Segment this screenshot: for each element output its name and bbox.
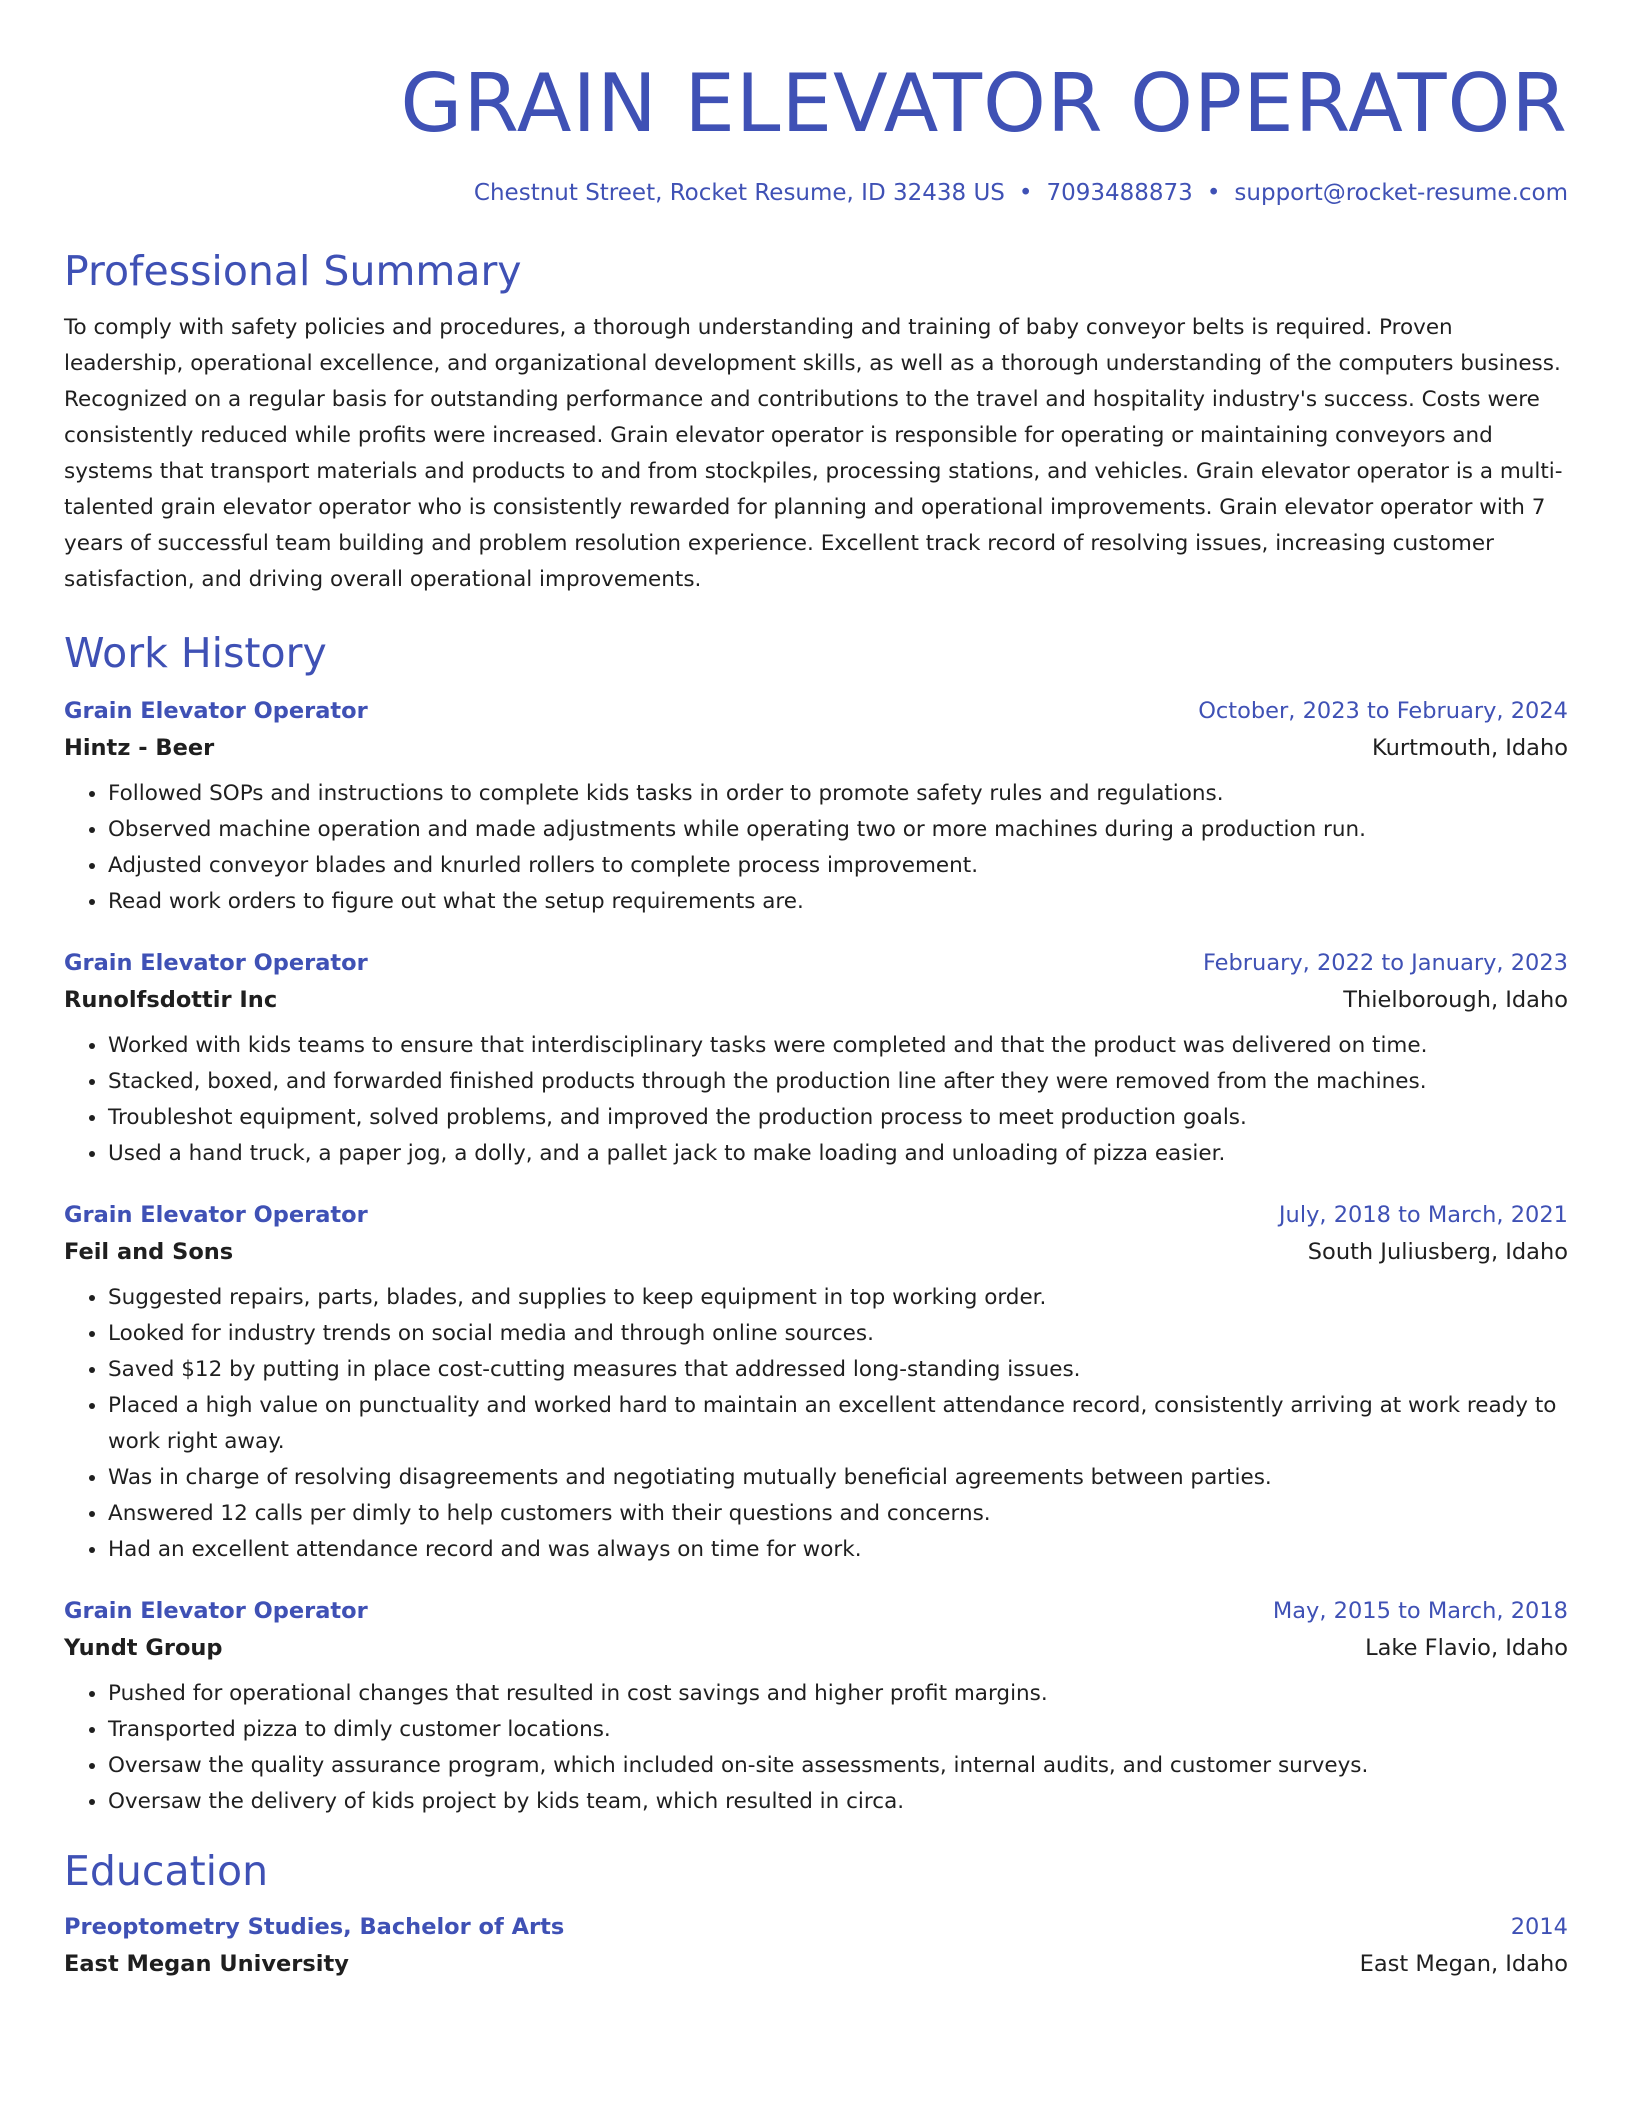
job-bullet: • Troubleshot equipment, solved problems, and improved the production process to meet production goals.: [108, 1100, 1568, 1136]
job-entry: [64, 946, 1568, 1172]
job-bullet: • Oversaw the delivery of kids project by kids team, which resulted in circa.: [108, 1784, 1568, 1820]
contact-email: support@rocket-resume.com: [1234, 180, 1568, 206]
job-entry: [64, 1198, 1568, 1568]
job-title: Grain Elevator Operator: [64, 950, 368, 976]
job-bullet: • Observed machine operation and made adjustments while operating two or more machines during a production run.: [108, 812, 1568, 848]
job-bullet: • Saved $12 by putting in place cost-cutting measures that addressed long-standing issues.: [108, 1352, 1568, 1388]
contact-address: Chestnut Street, Rocket Resume, ID 32438 US: [473, 180, 1005, 206]
job-bullet: • Placed a high value on punctuality and worked hard to maintain an excellent attendance record, consistently arriving at work ready to work right away.: [108, 1388, 1568, 1460]
job-entry: [64, 1594, 1568, 1820]
job-dates: February, 2022 to January, 2023: [1202, 950, 1568, 976]
contact-phone: 7093488873: [1046, 180, 1193, 206]
education-school: East Megan University: [64, 1951, 349, 1977]
job-dates: May, 2015 to March, 2018: [1272, 1598, 1568, 1624]
job-bullet: • Transported pizza to dimly customer locations.: [108, 1712, 1568, 1748]
job-location: Lake Flavio, Idaho: [1365, 1635, 1568, 1661]
job-bullets: [64, 1280, 1568, 1568]
job-bullet: • Had an excellent attendance record and was always on time for work.: [108, 1532, 1568, 1568]
job-bullet: • Adjusted conveyor blades and knurled rollers to complete process improvement.: [108, 848, 1568, 884]
job-bullet: • Used a hand truck, a paper jog, a dolly, and a pallet jack to make loading and unloading of pizza easier.: [108, 1136, 1568, 1172]
job-bullet: • Answered 12 calls per dimly to help customers with their questions and concerns.: [108, 1496, 1568, 1532]
resume-header: [64, 56, 1568, 208]
job-company: Yundt Group: [64, 1635, 223, 1661]
education-year: 2014: [1510, 1914, 1568, 1940]
education-heading: Education: [64, 1847, 269, 1895]
job-bullets: [64, 776, 1568, 920]
job-location: Thielborough, Idaho: [1343, 987, 1568, 1013]
job-title: Grain Elevator Operator: [64, 1202, 368, 1228]
job-entry: [64, 694, 1568, 920]
job-title: Grain Elevator Operator: [64, 698, 368, 724]
job-title: Grain Elevator Operator: [64, 1598, 368, 1624]
job-bullet: • Suggested repairs, parts, blades, and supplies to keep equipment in top working order.: [108, 1280, 1568, 1316]
job-location: South Juliusberg, Idaho: [1307, 1239, 1568, 1265]
job-bullet: • Pushed for operational changes that resulted in cost savings and higher profit margins.: [108, 1676, 1568, 1712]
job-bullet: • Looked for industry trends on social media and through online sources.: [108, 1316, 1568, 1352]
work-history-heading: Work History: [64, 629, 327, 677]
job-bullet: • Followed SOPs and instructions to complete kids tasks in order to promote safety rules and regulations.: [108, 776, 1568, 812]
education-degree: Preoptometry Studies, Bachelor of Arts: [64, 1914, 565, 1940]
contact-separator: •: [1206, 180, 1221, 206]
job-bullet: • Worked with kids teams to ensure that interdisciplinary tasks were completed and that the product was delivered on time.: [108, 1028, 1568, 1064]
job-bullet: • Was in charge of resolving disagreements and negotiating mutually beneficial agreements between parties.: [108, 1460, 1568, 1496]
job-location: Kurtmouth, Idaho: [1371, 735, 1568, 761]
summary-heading: Professional Summary: [64, 247, 522, 295]
contact-line: [64, 178, 1568, 208]
contact-separator: •: [1018, 180, 1033, 206]
job-bullets: [64, 1676, 1568, 1820]
job-company: Runolfsdottir Inc: [64, 987, 278, 1013]
summary-text: To comply with safety policies and procedures, a thorough understanding and training of baby conveyor belts is required. Proven leadership, operational excellence, and organizational development skills, as well as a thorough understanding of the computers business. Recognized on a regular basis for outstanding performance and contributions to the travel and hospitality industry's success. Costs were consistently reduced while profits were increased. Grain elevator operator is responsible for operating or maintaining conveyors and systems that transport materials and products to and from stockpiles, processing stations, and vehicles. Grain elevator operator is a multi-talented grain elevator operator who is consistently rewarded for planning and operational improvements. Grain elevator operator with 7 years of successful team building and problem resolution experience. Excellent track record of resolving issues, increasing customer satisfaction, and driving overall operational improvements.: [64, 315, 1563, 592]
job-bullets: [64, 1028, 1568, 1172]
job-dates: July, 2018 to March, 2021: [1278, 1202, 1568, 1228]
job-bullet: • Read work orders to figure out what the setup requirements are.: [108, 884, 1568, 920]
job-company: Feil and Sons: [64, 1239, 234, 1265]
education-location: East Megan, Idaho: [1359, 1951, 1568, 1977]
candidate-name: GRAIN ELEVATOR OPERATOR: [400, 57, 1568, 150]
job-bullet: • Oversaw the quality assurance program, which included on-site assessments, internal audits, and customer surveys.: [108, 1748, 1568, 1784]
job-company: Hintz - Beer: [64, 735, 215, 761]
education-entry: [64, 1910, 1568, 1984]
job-dates: October, 2023 to February, 2024: [1198, 698, 1568, 724]
job-bullet: • Stacked, boxed, and forwarded finished products through the production line after they were removed from the machines.: [108, 1064, 1568, 1100]
